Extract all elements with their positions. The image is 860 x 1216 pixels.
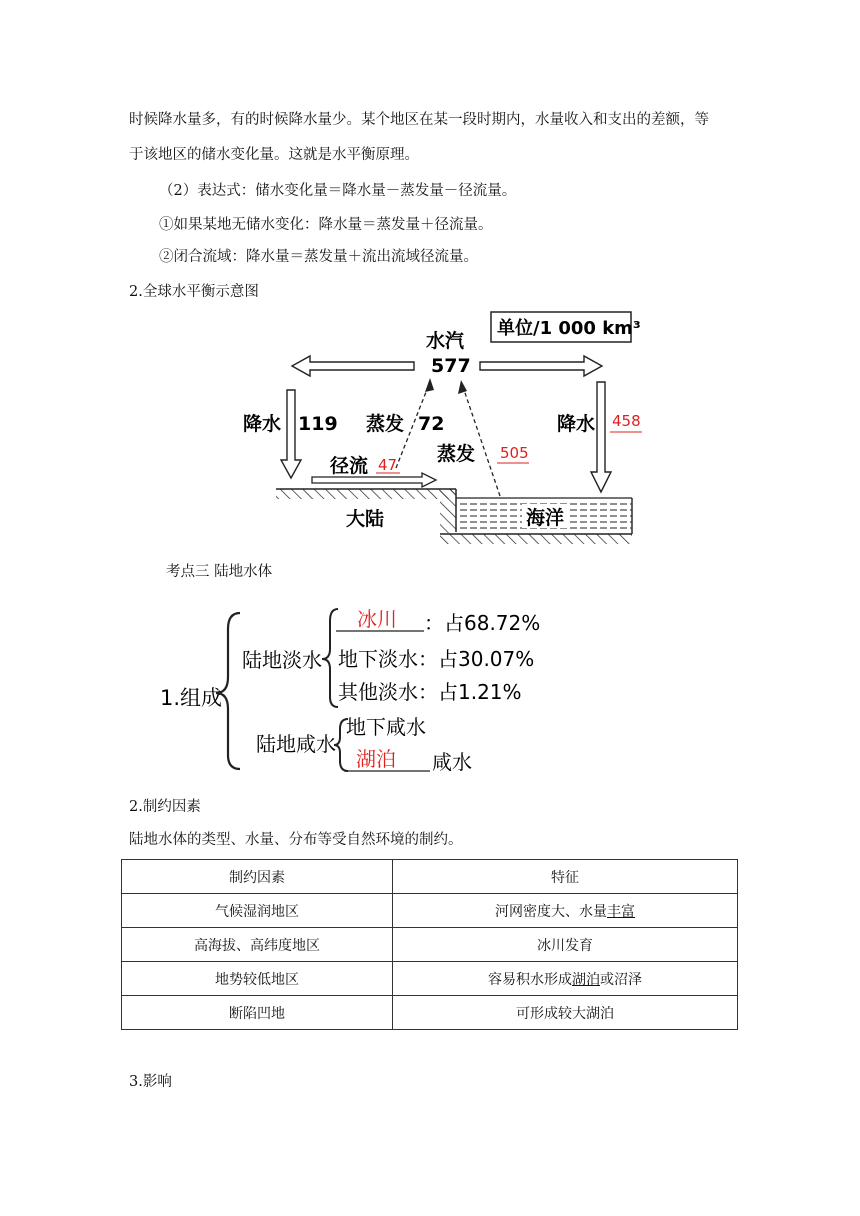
factor-cell: 地势较低地区 [122,962,393,996]
table-row [122,928,738,962]
water-balance-diagram [0,300,860,560]
table-header-row [122,860,738,894]
feature-text: 冰川发育 [537,937,593,954]
evap-ocean-arrowhead [458,380,467,394]
table-row [122,894,738,928]
ground-fresh-water: 地下淡水：占30.07% [338,647,535,671]
paragraph-line: 时候降水量多，有的时候降水量少。某个地区在某一段时期内，水量收入和支出的差额，等 [129,112,709,128]
evap-land-value: 72 [418,413,445,435]
expression-case-2: ②闭合流域：降水量＝蒸发量＋流出流域径流量。 [159,249,478,265]
table-row [122,996,738,1030]
runoff-label: 径流 [330,455,369,477]
fresh-brace [322,609,338,707]
paragraph-line: 于该地区的储水变化量。这就是水平衡原理。 [129,147,419,163]
composition-title: 1.组成 [160,686,223,710]
feature-text: 或沼泽 [600,971,642,988]
cliff-hatch [440,489,456,533]
runoff-value: 47 [378,456,398,474]
right-arrow [480,356,602,376]
fresh-water-label: 陆地淡水 [242,648,322,672]
paragraph-line: 陆地水体的类型、水量、分布等受自然环境的制约。 [129,832,463,848]
feature-cell [393,928,738,962]
lake-suffix: 咸水 [432,750,472,774]
saline-water-label: 陆地咸水 [256,732,336,756]
feature-text: 容易积水形成 [488,971,572,988]
section-heading: 2.全球水平衡示意图 [129,284,259,300]
feature-text: 河网密度大、水量 [495,903,607,920]
precip-left-value: 119 [298,413,338,435]
factor-cell: 高海拔、高纬度地区 [122,928,393,962]
feature-cell [393,962,738,996]
left-arrow [292,356,414,376]
feature-cell [393,894,738,928]
expression-line: （2）表达式：储水变化量＝降水量－蒸发量－径流量。 [159,183,517,199]
factor-table [121,859,738,1030]
ocean-label: 海洋 [526,507,565,529]
land-label: 大陆 [346,508,385,530]
section-heading: 2.制约因素 [129,799,201,815]
feature-cell [393,996,738,1030]
vapor-label: 水汽 [426,330,465,352]
other-fresh-water: 其他淡水：占1.21% [338,680,522,704]
table-header: 特征 [393,860,738,894]
lake-answer: 湖泊 [356,747,396,771]
vapor-value: 577 [431,355,471,377]
feature-text: 可形成较大湖泊 [516,1005,614,1022]
evap-ocean-arrow [462,384,500,496]
precip-right-value: 458 [612,412,641,430]
ground-saline-water: 地下咸水 [346,715,426,739]
composition-diagram [0,595,860,785]
evap-land-label: 蒸发 [366,413,405,435]
key-point-heading: 考点三 陆地水体 [166,564,273,580]
evap-land-arrowhead [425,378,434,392]
factor-cell: 断陷凹地 [122,996,393,1030]
land-hatch [276,489,456,499]
precip-left-label: 降水 [243,413,282,435]
unit-label: 单位/1 000 km³ [497,318,641,339]
expression-case-1: ①如果某地无储水变化：降水量＝蒸发量＋径流量。 [159,217,493,233]
table-row [122,962,738,996]
section-heading: 3.影响 [129,1074,172,1090]
glacier-percent: ：占68.72% [424,611,541,635]
precip-right-arrow [591,382,611,492]
evap-ocean-label: 蒸发 [437,443,476,465]
factor-cell: 气候湿润地区 [122,894,393,928]
table-header: 制约因素 [122,860,393,894]
glacier-answer: 冰川 [357,607,397,631]
precip-right-label: 降水 [557,413,596,435]
evap-ocean-value: 505 [500,444,529,462]
feature-underlined: 湖泊 [572,971,600,988]
feature-underlined: 丰富 [607,903,635,920]
